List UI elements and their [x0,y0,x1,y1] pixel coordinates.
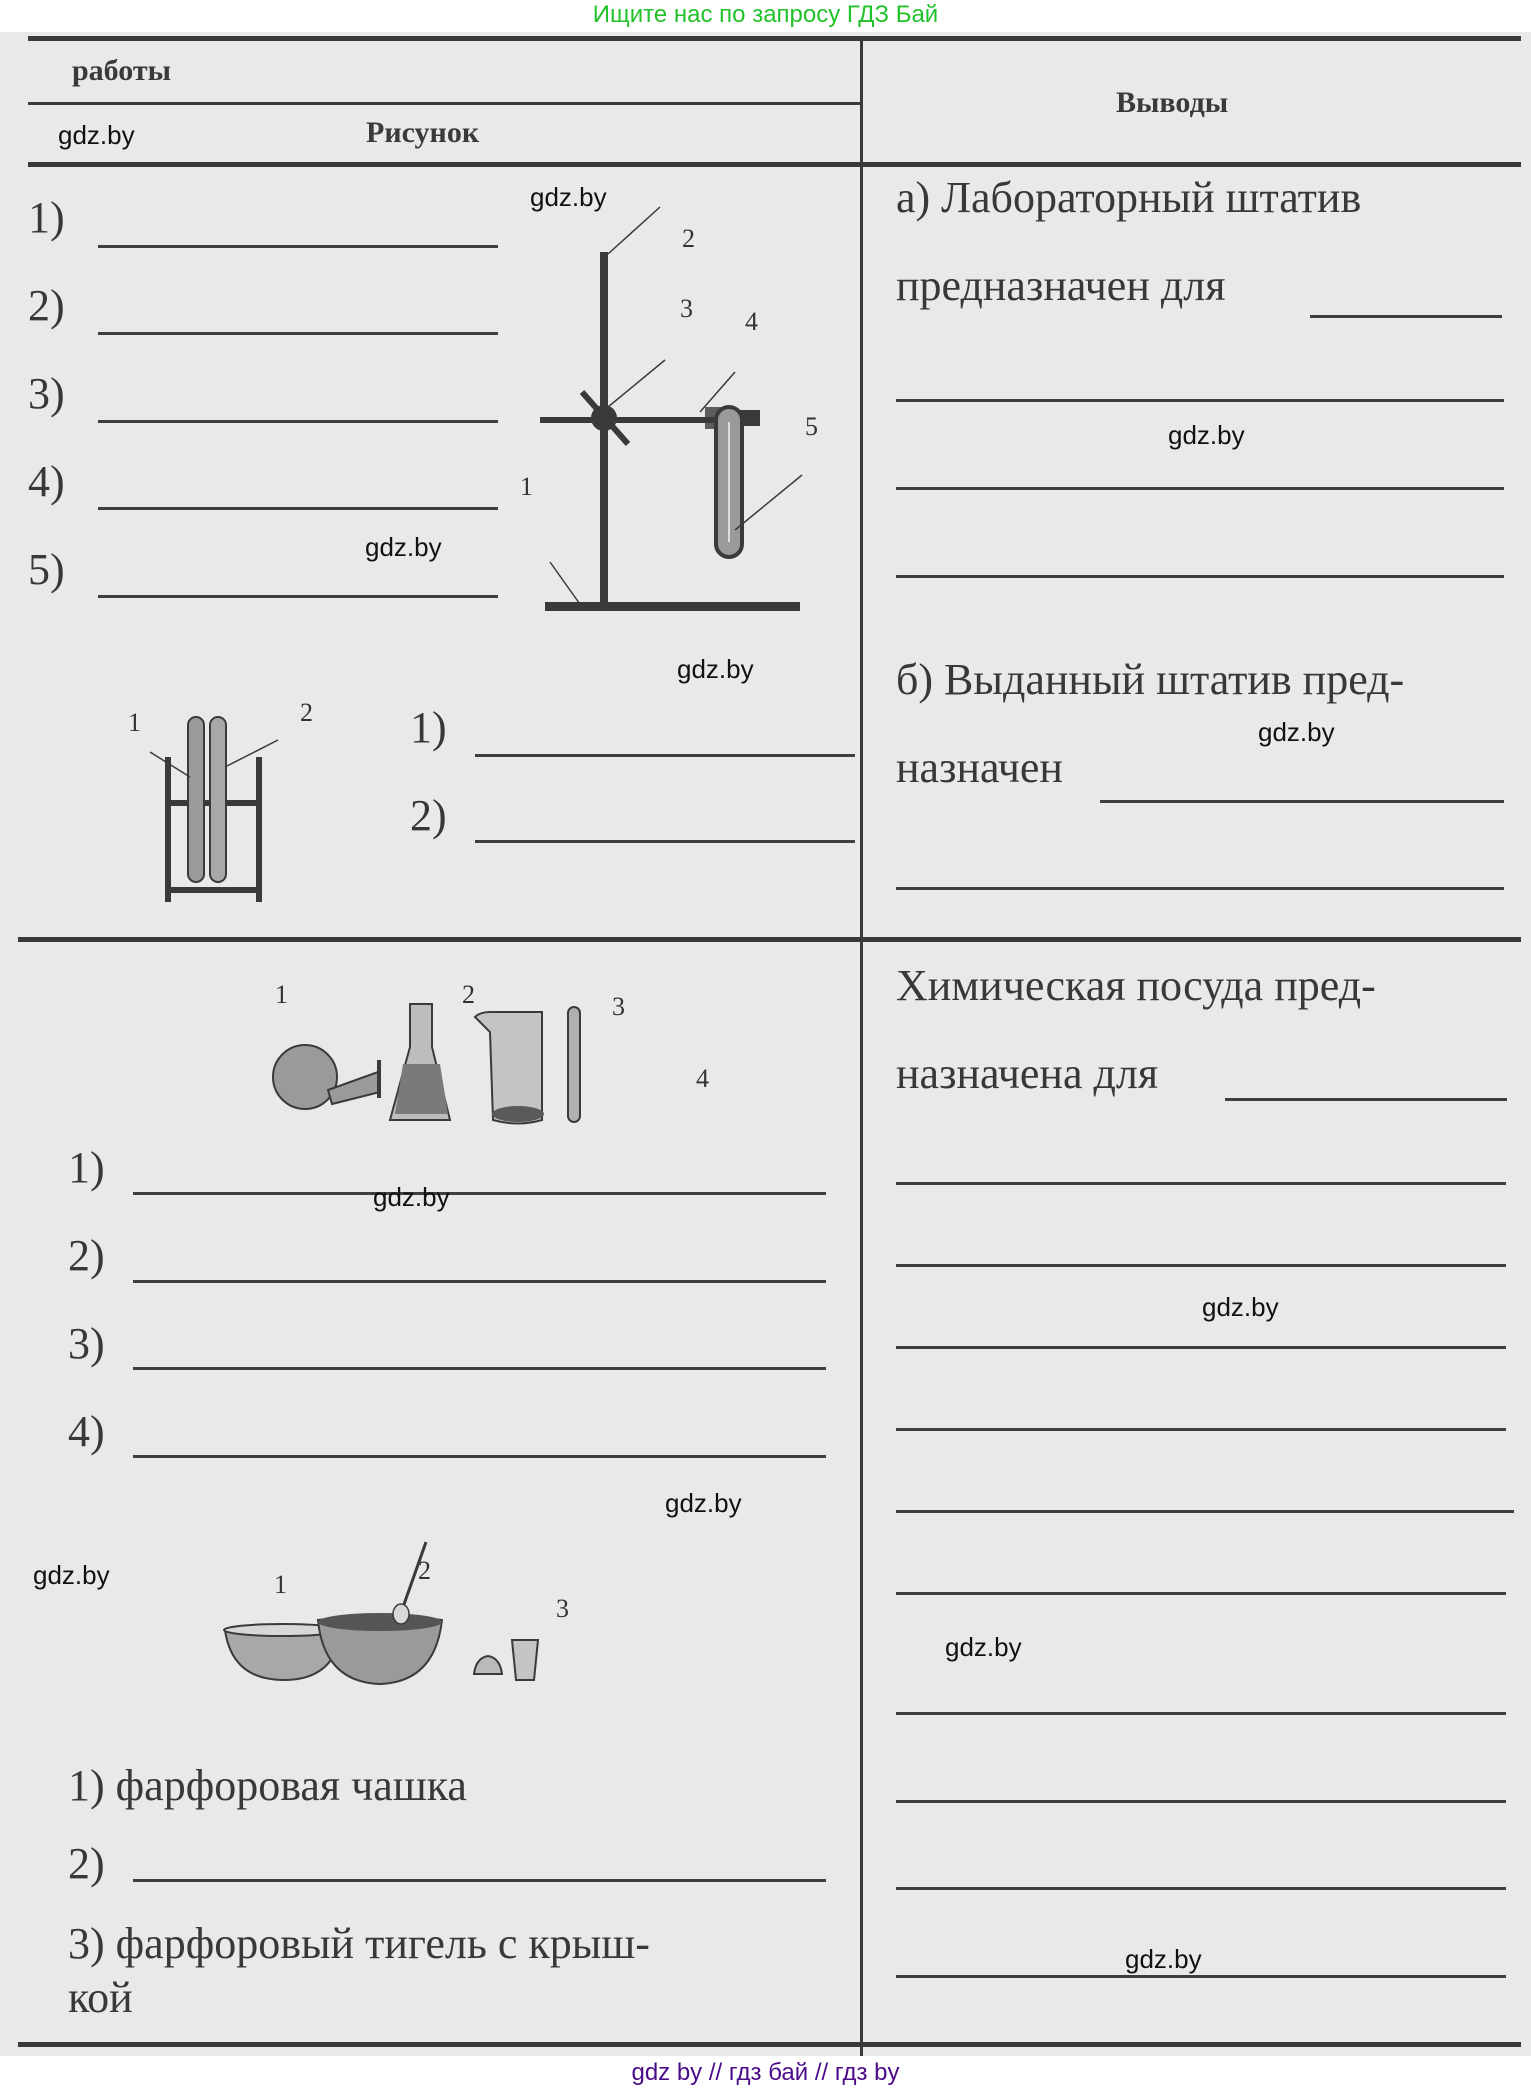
answer-blank-4[interactable] [98,507,498,510]
figure-label-4: 4 [745,307,758,336]
conclusion-b-line2: назначен [896,743,1063,792]
porcelain-illustration [220,1522,640,1682]
watermark: gdz.by [1258,717,1335,747]
answer-blank-2[interactable] [98,332,498,335]
glassware-conclusion-line2: назначена для [896,1049,1159,1098]
worksheet-page [0,32,1531,2056]
answer-blank-3[interactable] [98,420,498,423]
conclusion-a-blank-4[interactable] [896,575,1504,578]
watermark: gdz.by [945,1632,1022,1662]
conclusion-b-blank-1[interactable] [1100,800,1504,803]
watermark: gdz.by [677,654,754,684]
glassware-label-4: 4 [696,1064,709,1093]
table-bottom-border [18,2042,1521,2047]
glassware-conclusion-blank-3[interactable] [896,1264,1506,1267]
glassware-label-2: 2 [462,980,475,1009]
watermark: gdz.by [1202,1292,1279,1322]
conclusion-a-line2: предназначен для [896,261,1226,310]
answer-blank-1[interactable] [98,245,498,248]
glassware-conclusion-blank-8[interactable] [896,1712,1506,1715]
rack-answer-blank-2[interactable] [475,840,855,843]
porcelain-item-3-line2: кой [68,1973,133,2022]
glassware-conclusion-blank-11[interactable] [896,1975,1506,1978]
watermark: gdz.by [530,182,607,212]
rack-label-1: 1 [128,708,141,737]
table-top-border [28,36,1521,41]
conclusion-a-blank-2[interactable] [896,399,1504,402]
watermark: gdz.by [1168,420,1245,450]
section-divider-1 [18,937,1521,942]
figure-label-3: 3 [680,294,693,323]
glassware-illustration [250,992,700,1142]
item-number-1: 1) [28,193,65,242]
figure-label-2: 2 [682,224,695,253]
watermark: gdz.by [58,120,135,150]
glassware-item-number-3: 3) [68,1319,105,1368]
header-col2-conclusions: Выводы [1116,86,1229,119]
search-banner: Ищите нас по запросу ГДЗ Бай [0,0,1531,32]
rack-label-2: 2 [300,698,313,727]
glassware-conclusion-blank-4[interactable] [896,1346,1506,1349]
porcelain-answer-blank-2[interactable] [133,1879,826,1882]
glassware-conclusion-blank-7[interactable] [896,1592,1506,1595]
glassware-conclusion-line1: Химическая посуда пред- [896,961,1376,1010]
glassware-label-1: 1 [275,980,288,1009]
glassware-conclusion-blank-10[interactable] [896,1887,1506,1890]
porcelain-label-2: 2 [418,1556,431,1585]
glassware-item-number-4: 4) [68,1407,105,1456]
watermark: gdz.by [33,1560,110,1590]
footer-watermark: gdz by // гдз бай // гдз by [0,2056,1531,2092]
lab-stand-illustration [520,212,850,632]
conclusion-b-blank-2[interactable] [896,887,1504,890]
watermark: gdz.by [365,532,442,562]
item-number-4: 4) [28,457,65,506]
conclusion-a-blank-3[interactable] [896,487,1504,490]
figure-label-1: 1 [520,472,533,501]
rack-answer-blank-1[interactable] [475,754,855,757]
glassware-conclusion-blank-9[interactable] [896,1800,1506,1803]
glassware-answer-blank-1[interactable] [133,1192,826,1195]
header-bottom-border [28,162,1521,167]
glassware-answer-blank-3[interactable] [133,1367,826,1370]
glassware-label-3: 3 [612,992,625,1021]
porcelain-label-3: 3 [556,1594,569,1623]
glassware-conclusion-blank-2[interactable] [896,1182,1506,1185]
conclusion-a-blank-1[interactable] [1310,315,1502,318]
watermark: gdz.by [373,1182,450,1212]
glassware-conclusion-blank-1[interactable] [1225,1098,1507,1101]
porcelain-item-1: 1) фарфоровая чашка [68,1761,467,1810]
column-divider [860,36,863,2056]
porcelain-item-number-2: 2) [68,1839,105,1888]
glassware-item-number-2: 2) [68,1231,105,1280]
header-divider-left [28,102,861,105]
item-number-2: 2) [28,281,65,330]
porcelain-item-3-line1: 3) фарфоровый тигель с крыш- [68,1919,650,1968]
test-tube-rack-illustration [150,682,290,912]
glassware-answer-blank-2[interactable] [133,1280,826,1283]
glassware-item-number-1: 1) [68,1143,105,1192]
watermark: gdz.by [1125,1944,1202,1974]
glassware-answer-blank-4[interactable] [133,1455,826,1458]
item-number-3: 3) [28,369,65,418]
watermark: gdz.by [665,1488,742,1518]
porcelain-label-1: 1 [274,1570,287,1599]
rack-item-number-2: 2) [410,791,447,840]
conclusion-b-line1: б) Выданный штатив пред- [896,655,1405,704]
figure-label-5: 5 [805,412,818,441]
glassware-conclusion-blank-5[interactable] [896,1428,1506,1431]
item-number-5: 5) [28,545,65,594]
glassware-conclusion-blank-6[interactable] [896,1510,1514,1513]
header-col1-top: работы [72,54,172,87]
header-col1-figure: Рисунок [366,116,480,149]
rack-item-number-1: 1) [410,703,447,752]
answer-blank-5[interactable] [98,595,498,598]
conclusion-a-line1: а) Лабораторный штатив [896,173,1362,222]
